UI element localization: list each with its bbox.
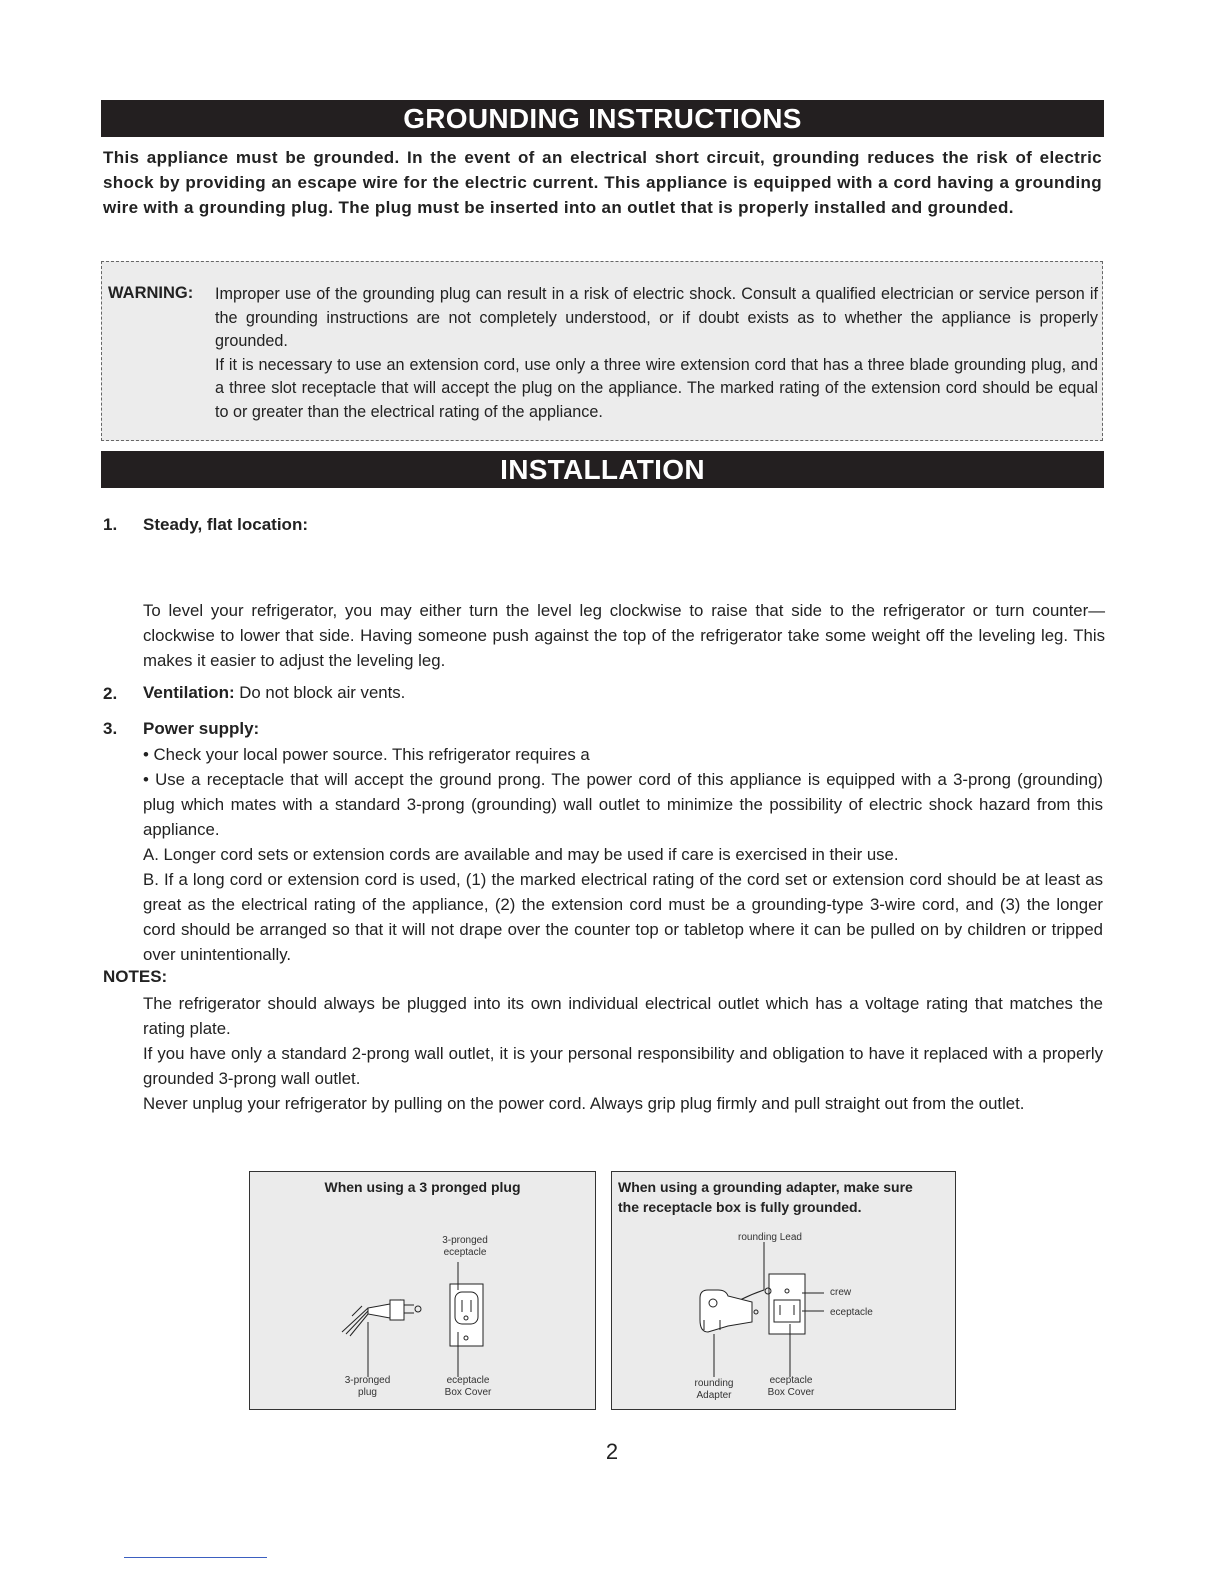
figure-1-plug-label-line-1: 3-pronged: [344, 1375, 391, 1386]
figure-2-adapter-label: [684, 1378, 744, 1402]
warning-label: WARNING:: [108, 284, 194, 302]
item-1-text: To level your refrigerator, you may either turn the level leg clockwise to raise that side to the refrigerator or turn counter—clockwise to lower that side. Having someone push against the top of the refrigerator take some weight off the leveling leg. This makes it easier to adjust the leveling leg.: [143, 601, 1105, 670]
note-3: Never unplug your refrigerator by pulling on the power cord. Always grip plug firmly and pull straight out from the outlet.: [143, 1094, 1025, 1113]
figure-2-cover-label: [760, 1375, 822, 1399]
item-2-number: 2.: [103, 684, 118, 703]
power-supply-text: [143, 742, 1103, 967]
figure-1-receptacle-label-line-2: eceptacle: [443, 1247, 487, 1258]
notes-title: NOTES:: [103, 967, 168, 986]
figure-1-cover-label-line-2: Box Cover: [444, 1387, 492, 1398]
item-2-line: [143, 683, 405, 703]
figure-1-plug-label: [335, 1375, 400, 1399]
figure-1-receptacle-label: [430, 1235, 500, 1259]
figure-1-receptacle-label-line-1: 3-pronged: [442, 1235, 488, 1246]
figure-1-plug-label-line-2: plug: [358, 1387, 377, 1398]
warning-text: [215, 283, 1098, 425]
figure-2-lead-label: rounding Lead: [738, 1232, 802, 1243]
power-bullet-1: • Check your local power source. This refrigerator requires a: [143, 745, 590, 764]
power-bullet-2: • Use a receptacle that will accept the ground prong. The power cord of this appliance is equipped with a 3-prong (grounding) plug which mates with a standard 3-prong (grounding) wall outlet to minimize the possibility of electric shock hazard from this appliance.: [143, 770, 1103, 839]
warning-paragraph-2: If it is necessary to use an extension cord, use only a three wire extension cord that has a three blade grounding plug, and a three slot receptacle that will accept the plug on the appliance. The marked rating of the extension cord should be equal to or greater than the electrical rating of the appliance.: [215, 355, 1098, 421]
grounding-adapter-illustration: [612, 1172, 955, 1409]
note-2: If you have only a standard 2-prong wall outlet, it is your personal responsibility and obligation to have it replaced with a properly grounded 3-prong wall outlet.: [143, 1044, 1103, 1088]
figure-three-pronged-plug: [249, 1171, 596, 1410]
item-2-text: Do not block air vents.: [239, 683, 406, 702]
grounding-intro: This appliance must be grounded. In the event of an electrical short circuit, grounding reduces the risk of electric shock by providing an escape wire for the electric current. This appliance is equipped with a cord having a grounding wire with a grounding plug. The plug must be inserted into an outlet that is properly installed and grounded.: [103, 148, 1102, 217]
item-1-heading: Steady, flat location:: [143, 515, 308, 534]
footer-rule: [124, 1557, 267, 1558]
figure-2-adapter-label-line-1: rounding: [694, 1378, 734, 1389]
figure-1-cover-label: [433, 1375, 503, 1399]
notes-text: [143, 991, 1103, 1116]
figure-1-title: When using a 3 pronged plug: [324, 1179, 521, 1195]
figure-1-cover-label-line-1: eceptacle: [446, 1375, 490, 1386]
item-2-heading: Ventilation:: [143, 683, 235, 702]
item-3-heading: Power supply:: [143, 719, 260, 738]
figure-2-cover-label-line-1: eceptacle: [769, 1375, 813, 1386]
figure-2-adapter-label-line-2: Adapter: [696, 1390, 732, 1401]
warning-paragraph-1: Improper use of the grounding plug can result in a risk of electric shock. Consult a qualified electrician or service person if the grounding instructions are not completely understood, or if doubt exists as to whether the appliance is properly grounded.: [215, 285, 1098, 351]
item-1-number: 1.: [103, 515, 118, 534]
power-point-a: A. Longer cord sets or extension cords are available and may be used if care is exercised in their use.: [143, 845, 899, 864]
figure-grounding-adapter: [611, 1171, 956, 1410]
item-3-number: 3.: [103, 719, 118, 738]
three-pronged-plug-illustration: [250, 1172, 595, 1409]
power-point-b: B. If a long cord or extension cord is used, (1) the marked electrical rating of the cord set or extension cord should be at least as great as the electrical rating of the appliance, (2) the extension cord must be a grounding-type 3-wire cord, and (3) the longer cord should be arranged so that it will not drape over the counter top or tabletop where it can be pulled on by children or tripped over unintentionally.: [143, 870, 1103, 964]
figure-2-title-line-2: the receptacle box is fully grounded.: [618, 1199, 862, 1215]
warning-box: [101, 261, 1103, 441]
figure-2-title-line-1: When using a grounding adapter, make sure: [618, 1179, 913, 1195]
figure-2-cover-label-line-2: Box Cover: [767, 1387, 815, 1398]
grounding-instructions-title: GROUNDING INSTRUCTIONS: [101, 100, 1104, 137]
figure-2-screw-label: crew: [830, 1287, 852, 1298]
installation-title: INSTALLATION: [101, 451, 1104, 488]
figure-2-receptacle-label: eceptacle: [830, 1307, 873, 1318]
note-1: The refrigerator should always be plugged into its own individual electrical outlet which has a voltage rating that matches the rating plate.: [143, 994, 1103, 1038]
page-number: 2: [605, 1439, 619, 1464]
